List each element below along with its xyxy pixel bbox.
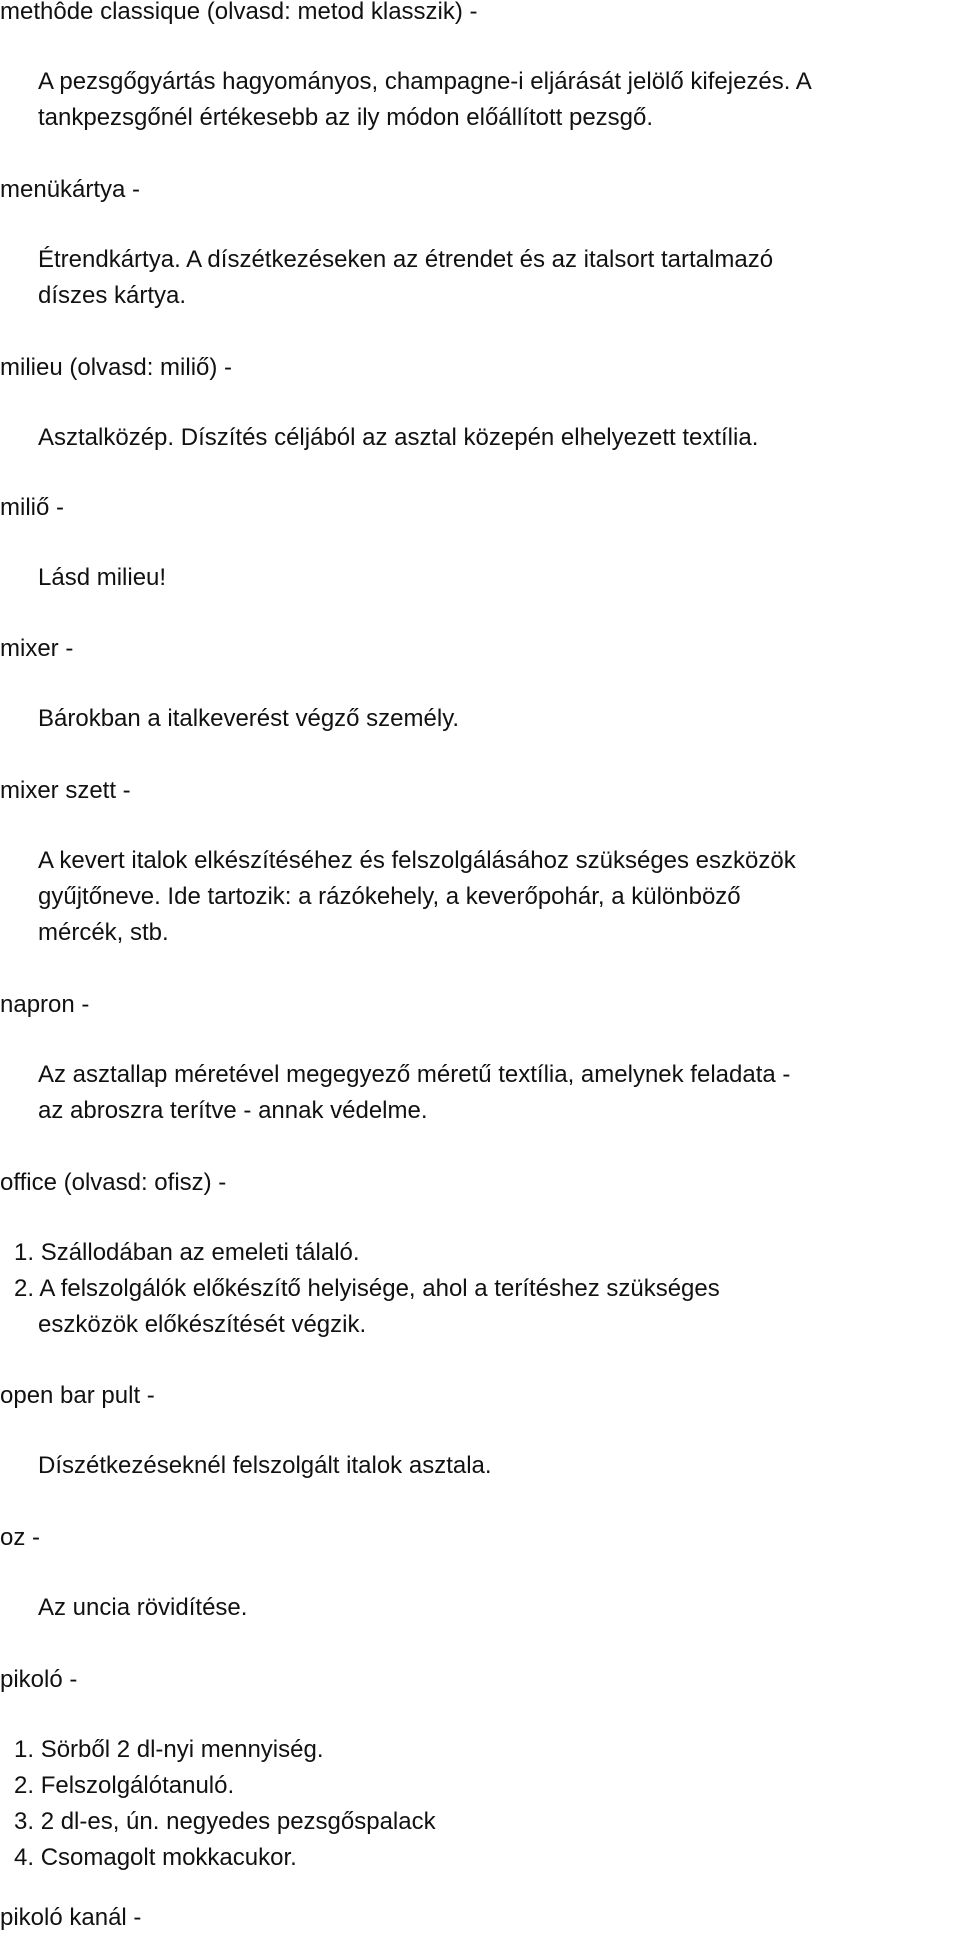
definition-mixer bbox=[38, 701, 960, 737]
term-mixer: mixer - bbox=[0, 635, 74, 662]
term-milieu: milieu (olvasd: miliő) - bbox=[0, 354, 233, 381]
term-methode-classique: methôde classique (olvasd: metod klasszik) - bbox=[0, 0, 478, 25]
definition-line: Díszétkezéseknél felszolgált italok asztala. bbox=[38, 1452, 492, 1479]
term-milio: miliő - bbox=[0, 494, 64, 521]
definition-mixer-szett bbox=[38, 843, 960, 951]
definition-line: mércék, stb. bbox=[38, 919, 169, 946]
definition-line: Lásd milieu! bbox=[38, 564, 167, 591]
list-number: 3. bbox=[14, 1808, 35, 1835]
term-menukartya: menükártya - bbox=[0, 176, 141, 203]
list-text: Sörből 2 dl-nyi mennyiség. bbox=[40, 1736, 324, 1763]
list-text: 2 dl-es, ún. negyedes pezsgőspalack bbox=[40, 1808, 436, 1835]
definition-line: A pezsgőgyártás hagyományos, champagne-i eljárását jelölő kifejezés. A bbox=[38, 68, 812, 95]
definition-methode-classique bbox=[38, 64, 960, 136]
term-oz: oz - bbox=[0, 1524, 41, 1551]
list-text: Szállodában az emeleti tálaló. bbox=[40, 1239, 360, 1266]
list-number: 4. bbox=[14, 1844, 35, 1871]
list-item bbox=[14, 1271, 936, 1307]
definition-line: Étrendkártya. A díszétkezéseken az étrendet és az italsort tartalmazó bbox=[38, 246, 774, 273]
definition-line: A kevert italok elkészítéséhez és felszolgálásához szükséges eszközök bbox=[38, 847, 796, 874]
definition-line: Asztalközép. Díszítés céljából az asztal közepén elhelyezett textília. bbox=[38, 424, 759, 451]
list-number: 1. bbox=[14, 1239, 35, 1266]
list-text: Felszolgálótanuló. bbox=[40, 1772, 235, 1799]
definition-napron bbox=[38, 1057, 960, 1129]
term-office: office (olvasd: ofisz) - bbox=[0, 1169, 227, 1196]
term-open-bar-pult: open bar pult - bbox=[0, 1382, 155, 1409]
term-pikolo-kanal: pikoló kanál - bbox=[0, 1904, 142, 1931]
list-number: 1. bbox=[14, 1736, 35, 1763]
definition-pikolo-list bbox=[14, 1732, 936, 1876]
definition-oz bbox=[38, 1590, 960, 1626]
list-item bbox=[14, 1732, 936, 1768]
list-number: 2. bbox=[14, 1772, 35, 1799]
list-item bbox=[14, 1804, 936, 1840]
definition-office-list bbox=[14, 1235, 936, 1343]
list-number: 2. bbox=[14, 1275, 35, 1302]
list-text: Csomagolt mokkacukor. bbox=[40, 1844, 297, 1871]
list-item bbox=[14, 1768, 936, 1804]
definition-line: tankpezsgőnél értékesebb az ily módon előállított pezsgő. bbox=[38, 104, 654, 131]
term-pikolo: pikoló - bbox=[0, 1666, 78, 1693]
list-item bbox=[14, 1840, 936, 1876]
definition-line: Az uncia rövidítése. bbox=[38, 1594, 248, 1621]
definition-milio bbox=[38, 560, 960, 596]
definition-menukartya bbox=[38, 242, 960, 314]
definition-line: Az asztallap méretével megegyező méretű textília, amelynek feladata - bbox=[38, 1061, 791, 1088]
definition-open-bar-pult bbox=[38, 1448, 960, 1484]
definition-line: Bárokban a italkeverést végző személy. bbox=[38, 705, 460, 732]
definition-milieu bbox=[38, 420, 960, 456]
term-napron: napron - bbox=[0, 991, 90, 1018]
list-item bbox=[14, 1235, 936, 1271]
definition-line: gyűjtőneve. Ide tartozik: a rázókehely, a keverőpohár, a különböző bbox=[38, 883, 741, 910]
list-text-continuation: eszközök előkészítését végzik. bbox=[38, 1311, 367, 1338]
definition-line: díszes kártya. bbox=[38, 282, 187, 309]
term-mixer-szett: mixer szett - bbox=[0, 777, 131, 804]
list-text: A felszolgálók előkészítő helyisége, ahol a terítéshez szükséges bbox=[39, 1275, 720, 1302]
definition-line: az abroszra terítve - annak védelme. bbox=[38, 1097, 428, 1124]
